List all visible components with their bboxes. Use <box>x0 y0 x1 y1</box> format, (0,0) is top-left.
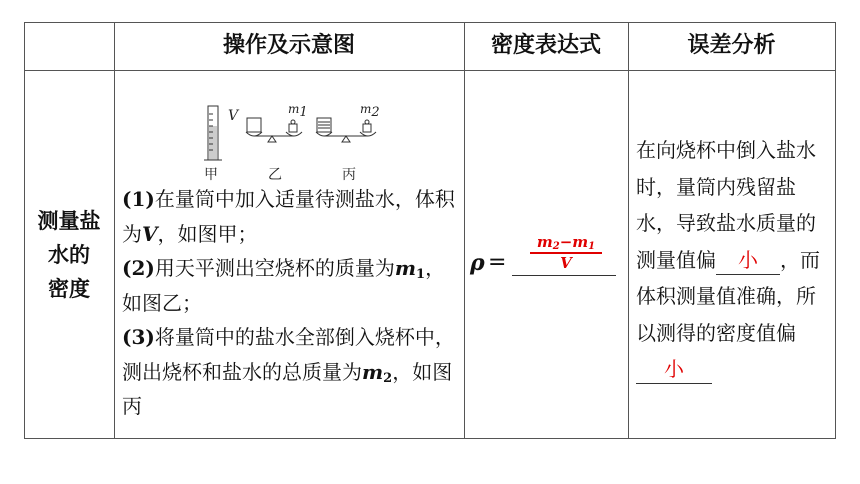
apparatus-diagram <box>202 104 402 188</box>
header-density-expression: 密度表达式 <box>490 33 601 58</box>
table-border-bottom <box>24 438 836 439</box>
procedure-step-1: (1)在量筒中加入适量待测盐水，体积为V，如图甲； <box>122 187 455 246</box>
fraction-numerator: $m_2-m_1$ <box>536 233 596 252</box>
graduated-cylinder <box>204 106 222 160</box>
caption-yi: 乙 <box>268 167 282 183</box>
answer-blank-1: 小 <box>716 246 780 275</box>
procedure-step-3: (3)将量筒中的盐水全部倒入烧杯中，测出烧杯和盐水的总质量为$m_2$，如图丙 <box>122 325 455 418</box>
answer-blank-2: 小 <box>636 355 712 384</box>
row-label-line-2: 水的 <box>48 242 90 267</box>
header-error-analysis: 误差分析 <box>687 33 776 58</box>
row-label-line-3: 密度 <box>48 276 90 301</box>
balance-beaker-with-brine <box>316 118 376 142</box>
label-mass-2: $m_2$ <box>360 102 380 120</box>
procedure-step-2: (2)用天平测出空烧杯的质量为$m_1$，如图乙； <box>122 256 446 315</box>
formula-answer-blank <box>512 275 616 276</box>
equals-sign: = <box>488 250 507 275</box>
column-divider-3 <box>628 22 629 439</box>
label-volume: V <box>228 108 239 124</box>
rho-symbol: ρ <box>470 250 485 276</box>
caption-bing: 丙 <box>342 167 356 183</box>
formula-answer-fraction <box>524 234 608 271</box>
header-divider <box>24 70 836 71</box>
caption-jia: 甲 <box>204 167 218 183</box>
procedure-text <box>122 182 462 424</box>
column-divider-1 <box>114 22 115 439</box>
row-label-line-1: 测量盐 <box>37 208 101 233</box>
fraction-denominator: V <box>560 254 572 272</box>
header-operation: 操作及示意图 <box>222 33 355 58</box>
table-border-right <box>835 22 836 439</box>
error-analysis-text: 在向烧杯中倒入盐水时，量筒内残留盐水，导致盐水质量的测量值偏 小 ，而体积测量值准确，所以测得的密度值偏小 <box>636 132 826 388</box>
label-mass-1: $m_1$ <box>288 102 308 120</box>
column-divider-2 <box>464 22 465 439</box>
row-label <box>24 70 114 439</box>
density-table <box>24 22 836 439</box>
density-formula <box>468 230 628 290</box>
balance-empty-beaker <box>246 118 302 142</box>
